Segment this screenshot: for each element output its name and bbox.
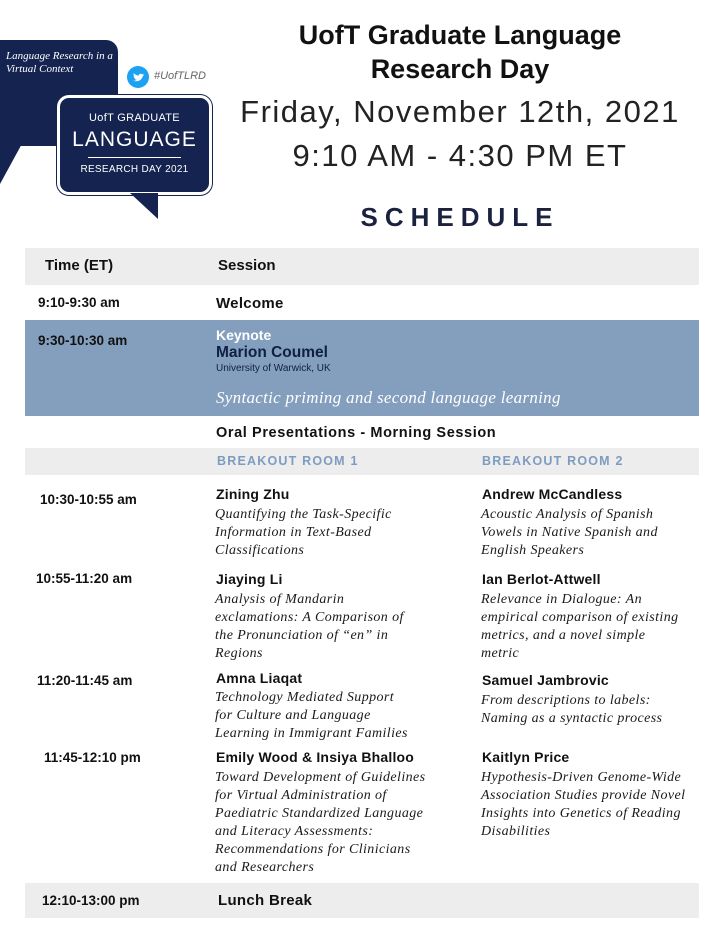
- schedule-heading: SCHEDULE: [360, 202, 560, 232]
- slot-4-time: 11:45-12:10 pm: [44, 750, 141, 765]
- slot-2-room2-presenter: Ian Berlot-Attwell: [482, 571, 601, 587]
- keynote-talk-title: Syntactic priming and second language learning: [216, 388, 561, 407]
- logo-badge: [57, 95, 212, 195]
- slot-4-room2-presenter: Kaitlyn Price: [482, 749, 570, 765]
- logo-badge-line1: UofT GRADUATE: [89, 112, 180, 124]
- welcome-time: 9:10-9:30 am: [38, 295, 120, 310]
- twitter-handle: #UofTLRD: [154, 70, 206, 82]
- slot-1-room2-presenter: Andrew McCandless: [482, 486, 623, 502]
- keynote-speaker: Marion Coumel: [216, 344, 328, 361]
- slot-1-time: 10:30-10:55 am: [40, 492, 137, 507]
- keynote-time: 9:30-10:30 am: [38, 333, 128, 348]
- slot-3-room2-title: From descriptions to labels: Naming as a syntactic process: [481, 693, 663, 726]
- twitter-bird-icon: [127, 66, 149, 88]
- logo-badge-tail: [130, 193, 158, 219]
- slot-2-room2-title: Relevance in Dialogue: An empirical comparison of existing metrics, and a novel simple metric: [481, 592, 679, 661]
- slot-4-room1-presenter: Emily Wood & Insiya Bhalloo: [216, 749, 415, 765]
- logo-badge-line3: RESEARCH DAY 2021: [80, 164, 189, 175]
- slot-3-time: 11:20-11:45 am: [37, 673, 133, 688]
- keynote-affiliation: University of Warwick, UK: [216, 363, 331, 374]
- logo-badge-line2: LANGUAGE: [72, 128, 197, 151]
- logo-bubble-back-tail: [0, 140, 24, 184]
- logo-bubble-text: Language Research in a Virtual Context: [6, 50, 113, 75]
- lunch-session: Lunch Break: [218, 892, 313, 909]
- slot-3-room1-presenter: Amna Liaqat: [216, 670, 303, 686]
- welcome-session: Welcome: [216, 295, 284, 312]
- keynote-label: Keynote: [216, 327, 272, 343]
- slot-1-room1-presenter: Zining Zhu: [216, 486, 290, 502]
- logo-badge-divider: [88, 157, 181, 158]
- column-header-session: Session: [218, 257, 276, 274]
- event-title-line2: Research Day: [370, 54, 550, 84]
- oral-session-heading: Oral Presentations - Morning Session: [216, 425, 497, 441]
- slot-1-room1-title: Quantifying the Task-Specific Information in Text-Based Classifications: [215, 507, 392, 558]
- table-header-row: [25, 248, 699, 285]
- slot-2-room1-title: Analysis of Mandarin exclamations: A Comparison of the Pronunciation of “en” in Regions: [215, 592, 404, 661]
- breakout-room-1-heading: BREAKOUT ROOM 1: [217, 454, 359, 468]
- slot-4-room1-title: Toward Development of Guidelines for Virtual Administration of Paediatric Standardized Language and Literacy Assessments: Recommendations for Clinicians and Researchers: [215, 770, 426, 875]
- lunch-time: 12:10-13:00 pm: [42, 893, 140, 908]
- event-title-line1: UofT Graduate Language: [298, 20, 622, 50]
- slot-3-room2-presenter: Samuel Jambrovic: [482, 672, 609, 688]
- event-time: 9:10 AM - 4:30 PM ET: [292, 138, 628, 173]
- column-header-time: Time (ET): [45, 257, 114, 274]
- slot-3-room1-title: Technology Mediated Support for Culture and Language Learning in Immigrant Families: [215, 690, 408, 741]
- slot-1-room2-title: Acoustic Analysis of Spanish Vowels in Native Spanish and English Speakers: [481, 507, 658, 558]
- breakout-room-2-heading: BREAKOUT ROOM 2: [482, 454, 624, 468]
- slot-2-time: 10:55-11:20 am: [36, 571, 133, 586]
- slot-2-room1-presenter: Jiaying Li: [216, 571, 283, 587]
- slot-4-room2-title: Hypothesis-Driven Genome-Wide Association Studies provide Novel Insights into Genetics of Reading Disabilities: [481, 770, 686, 839]
- event-date: Friday, November 12th, 2021: [240, 94, 680, 129]
